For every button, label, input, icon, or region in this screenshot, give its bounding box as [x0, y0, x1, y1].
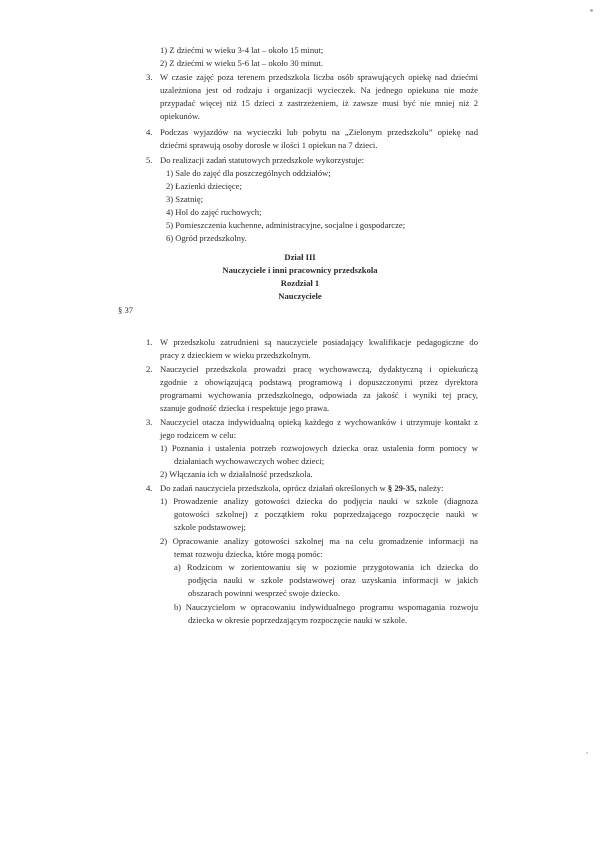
paragraph-line: szanuje godność dziecka i respektuje jego prawa.: [160, 403, 330, 413]
list-item: 4) Hol do zajęć ruchowych;: [166, 207, 262, 217]
sub-list-item: b) Nauczycielom w opracowaniu indywidualnego programu wspomagania rozwoju: [174, 602, 478, 612]
list-item: 6) Ogród przedszkolny.: [166, 233, 247, 243]
list-item: 1) Sale do zajęć dla poszczególnych oddziałów;: [166, 168, 331, 178]
paragraph-line: Do realizacji zadań statutowych przedszkole wykorzystuje:: [160, 155, 365, 165]
list-item: temat rozwoju dziecka, które mogą pomóc:: [174, 549, 323, 559]
paragraph-line: zgodnie z obowiązującą podstawą programową i dopuszczonymi przez dyrektora: [160, 377, 478, 387]
chapter-heading: Rozdział 1: [280, 278, 320, 288]
paragraph-line: programami wychowania przedszkolnego, odpowiada za jakość i wyniki tej pracy,: [160, 390, 478, 400]
paragraph-line: opiekunów.: [160, 111, 200, 121]
paragraph-line: Podczas wyjazdów na wycieczki lub pobytu na „Zielonym przedszkolu” opiekę nad: [160, 127, 478, 137]
paragraph-number: 3.: [146, 417, 153, 427]
scan-speck: [586, 752, 588, 754]
list-item: 1) Z dziećmi w wieku 3-4 lat – około 15 minut;: [160, 45, 324, 55]
paragraph-number: 2.: [146, 364, 153, 374]
list-item: 1) Prowadzenie analizy gotowości dziecka do podjęcia nauki w szkole (diagnoza: [160, 496, 478, 506]
list-item: szkole podstawowej;: [174, 522, 246, 532]
text: należy:: [416, 483, 444, 493]
list-item: 3) Szatnię;: [166, 194, 203, 204]
list-item: 2) Z dziećmi w wieku 5-6 lat – około 30 minut.: [160, 58, 324, 68]
section-heading: Nauczyciele i inni pracownicy przedszkola: [222, 265, 378, 275]
paragraph-line: pracy z dzieckiem w wieku przedszkolnym.: [160, 350, 311, 360]
list-item: 5) Pomieszczenia kuchenne, administracyjne, socjalne i gospodarcze;: [166, 220, 406, 230]
section-heading: Dział III: [284, 252, 316, 262]
paragraph-number: 3.: [146, 72, 153, 82]
section-label: § 37: [118, 305, 134, 315]
paragraph-line: dziećmi sprawują osoby dorosłe w ilości 1 opiekun na 7 dzieci.: [160, 140, 378, 150]
list-item: 2) Łazienki dziecięce;: [166, 181, 242, 191]
list-item: 2) Opracowanie analizy gotowości szkolnej ma na celu gromadzenie informacji na: [160, 536, 478, 546]
list-item: gotowości szkolnej) z początkiem roku poprzedzającego rozpoczęcie nauki w: [174, 509, 478, 519]
sub-list-item: obszarach powinni wesprzeć swoje dziecko.: [188, 588, 341, 598]
paragraph-number: 1.: [146, 337, 153, 347]
paragraph-number: 4.: [146, 127, 153, 137]
paragraph-line: Nauczyciel otacza indywidualną opieką każdego z wychowanków i utrzymuje kontakt z: [160, 417, 478, 427]
paragraph-line: W przedszkolu zatrudnieni są nauczyciele posiadający kwalifikacje pedagogiczne do: [160, 337, 478, 347]
paragraph-line: jego rodzicem w celu:: [160, 430, 237, 440]
list-item: działaniach wychowawczych wobec dzieci;: [174, 456, 325, 466]
paragraph-line: przypadać więcej niż 15 dzieci z zastrzeżeniem, iż zawsze musi być nie mniej niż 2: [160, 98, 478, 108]
text: Do zadań nauczyciela przedszkola, oprócz działań określonych w: [160, 483, 388, 493]
scan-speck: [590, 9, 593, 12]
paragraph-number: 4.: [146, 483, 153, 493]
sub-list-item: a) Rodzicom w zorientowaniu się w poziomie przygotowania ich dziecka do: [174, 562, 478, 572]
list-item: 2) Włączania ich w działalność przedszkola.: [160, 469, 313, 479]
paragraph-line: uzależniona jest od rodzaju i organizacji wycieczek. Na jednego opiekuna nie może: [160, 85, 478, 95]
paragraph-line: W czasie zajęć poza terenem przedszkola liczba osób sprawujących opiekę nad dziećmi: [160, 72, 478, 82]
list-item: 1) Poznania i ustalenia potrzeb rozwojowych dziecka oraz ustalenia form pomocy w: [160, 443, 478, 453]
section-reference: § 29-35,: [387, 483, 417, 493]
paragraph-number: 5.: [146, 155, 153, 165]
sub-list-item: podjęcia nauki w szkole podstawowej oraz uzyskania informacji w jakich: [188, 575, 478, 585]
paragraph-line: Nauczyciel przedszkola prowadzi pracę wychowawczą, dydaktyczną i opiekuńczą: [160, 364, 478, 374]
paragraph-line: [160, 483, 444, 494]
sub-list-item: dziecka w okresie poprzedzającym rozpoczęcie nauki w szkole.: [188, 615, 408, 625]
chapter-heading: Nauczyciele: [278, 291, 322, 301]
